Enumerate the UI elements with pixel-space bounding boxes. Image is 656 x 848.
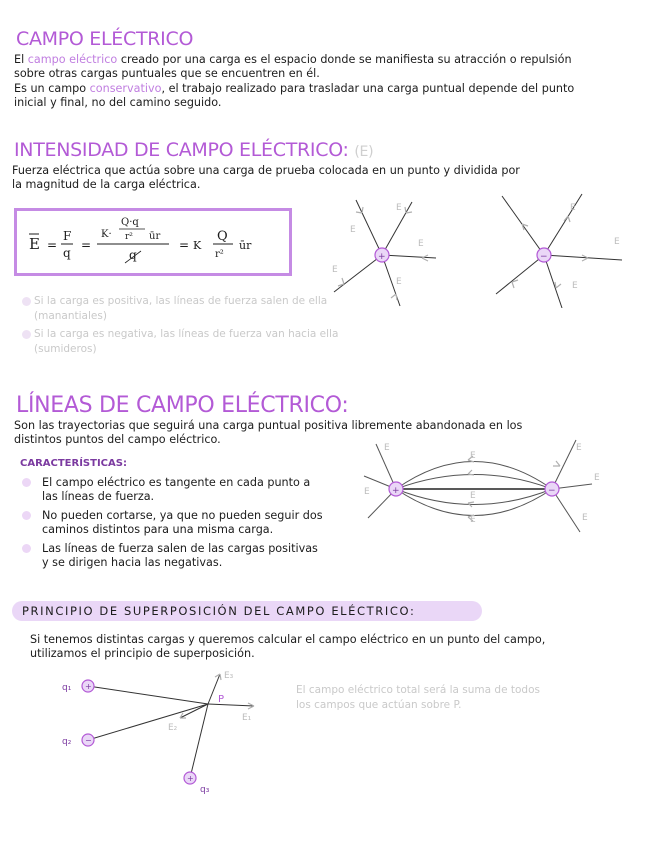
superposition-banner: PRINCIPIO DE SUPERPOSICIÓN DEL CAMPO ELÉCTRICO: — [12, 601, 482, 621]
svg-text:E: E — [350, 225, 356, 235]
svg-text:E: E — [384, 443, 390, 453]
svg-text:E: E — [614, 237, 620, 247]
dipole-diagram — [360, 436, 650, 542]
svg-text:Q·q: Q·q — [121, 217, 139, 228]
svg-text:+: + — [85, 682, 92, 691]
section-title-intensidad: INTENSIDAD DE CAMPO ELÉCTRICO: (E) — [14, 139, 374, 161]
svg-text:E₂: E₂ — [168, 723, 178, 733]
svg-text:P: P — [218, 694, 225, 705]
svg-text:E: E — [594, 473, 600, 483]
svg-text:r²: r² — [215, 249, 224, 260]
svg-text:=: = — [179, 238, 190, 252]
svg-text:ūr: ūr — [149, 231, 161, 242]
svg-text:q₁: q₁ — [62, 683, 72, 693]
svg-text:E: E — [470, 515, 476, 525]
superposition-diagram — [56, 668, 276, 798]
svg-text:=: = — [81, 238, 92, 252]
svg-text:E: E — [582, 513, 588, 523]
definition-paragraph: El campo eléctrico creado por una carga es el espacio donde se manifiesta su atracción o repulsión sobre otras cargas puntuales que se encuentren en él. Es un campo conservativo, el trabajo realizado para trasladar una carga puntual depende del punto inicial y final, no del camino seguido. — [14, 53, 575, 109]
svg-text:E: E — [364, 487, 370, 497]
lines-paragraph: Son las trayectorias que seguirá una carga puntual positiva libremente abandonada en los distintos puntos del campo eléctrico. — [14, 419, 523, 446]
svg-text:E: E — [29, 235, 40, 253]
list-item: No pueden cortarse, ya que no pueden seguir dos caminos distintos para una misma carga. — [22, 509, 362, 536]
field-lines-diagram — [326, 188, 646, 308]
svg-text:E: E — [570, 203, 576, 213]
list-item: Las líneas de fuerza salen de las cargas positivas y se dirigen hacia las negativas. — [22, 542, 362, 569]
svg-text:+: + — [392, 486, 400, 496]
svg-text:=: = — [47, 238, 58, 252]
svg-text:E: E — [396, 277, 402, 287]
formula-box — [14, 208, 292, 276]
svg-text:E: E — [418, 239, 424, 249]
formula — [17, 211, 289, 273]
svg-text:K·: K· — [101, 229, 112, 240]
svg-text:E: E — [572, 281, 578, 291]
charge-notes: Si la carga es positiva, las líneas de fuerza salen de ella (manantiales) Si la carga es negativa, las líneas de fuerza van hacia ella (sumideros) — [22, 294, 342, 357]
svg-text:q₃: q₃ — [200, 785, 210, 795]
svg-text:+: + — [187, 774, 194, 783]
svg-text:q: q — [129, 248, 137, 262]
svg-text:−: − — [85, 736, 92, 745]
svg-text:F: F — [63, 229, 72, 243]
svg-text:−: − — [548, 486, 556, 496]
highlight-conservativo: conservativo — [89, 82, 162, 95]
svg-text:E: E — [576, 443, 582, 453]
svg-text:E: E — [396, 203, 402, 213]
svg-text:q₂: q₂ — [62, 737, 72, 747]
svg-text:ūr: ūr — [239, 239, 252, 252]
svg-text:E: E — [332, 265, 338, 275]
svg-text:E₃: E₃ — [224, 671, 234, 681]
section-title-lineas: LÍNEAS DE CAMPO ELÉCTRICO: — [16, 393, 349, 418]
svg-text:E₁: E₁ — [242, 713, 252, 723]
svg-text:+: + — [378, 252, 386, 262]
svg-text:E: E — [470, 491, 476, 501]
superposition-note: El campo eléctrico total será la suma de todos los campos que actúan sobre P. — [296, 684, 540, 711]
svg-text:K: K — [193, 239, 202, 252]
svg-text:Q: Q — [217, 229, 228, 244]
svg-text:E: E — [470, 451, 476, 461]
svg-text:r²: r² — [125, 232, 133, 242]
svg-text:−: − — [540, 252, 548, 262]
intensity-paragraph: Fuerza eléctrica que actúa sobre una carga de prueba colocada en un punto y dividida por la magnitud de la carga eléctrica. — [12, 164, 520, 191]
superposition-paragraph: Si tenemos distintas cargas y queremos calcular el campo eléctrico en un punto del campo, utilizamos el principio de superposición. — [30, 633, 546, 660]
highlight-campo-electrico: campo eléctrico — [27, 53, 118, 66]
characteristics-list — [22, 476, 362, 569]
caracteristicas-label: CARACTERÍSTICAS: — [20, 458, 127, 469]
section-title-campo-electrico: CAMPO ELÉCTRICO — [16, 28, 194, 50]
list-item: El campo eléctrico es tangente en cada punto a las líneas de fuerza. — [22, 476, 362, 503]
svg-text:q: q — [63, 246, 71, 260]
